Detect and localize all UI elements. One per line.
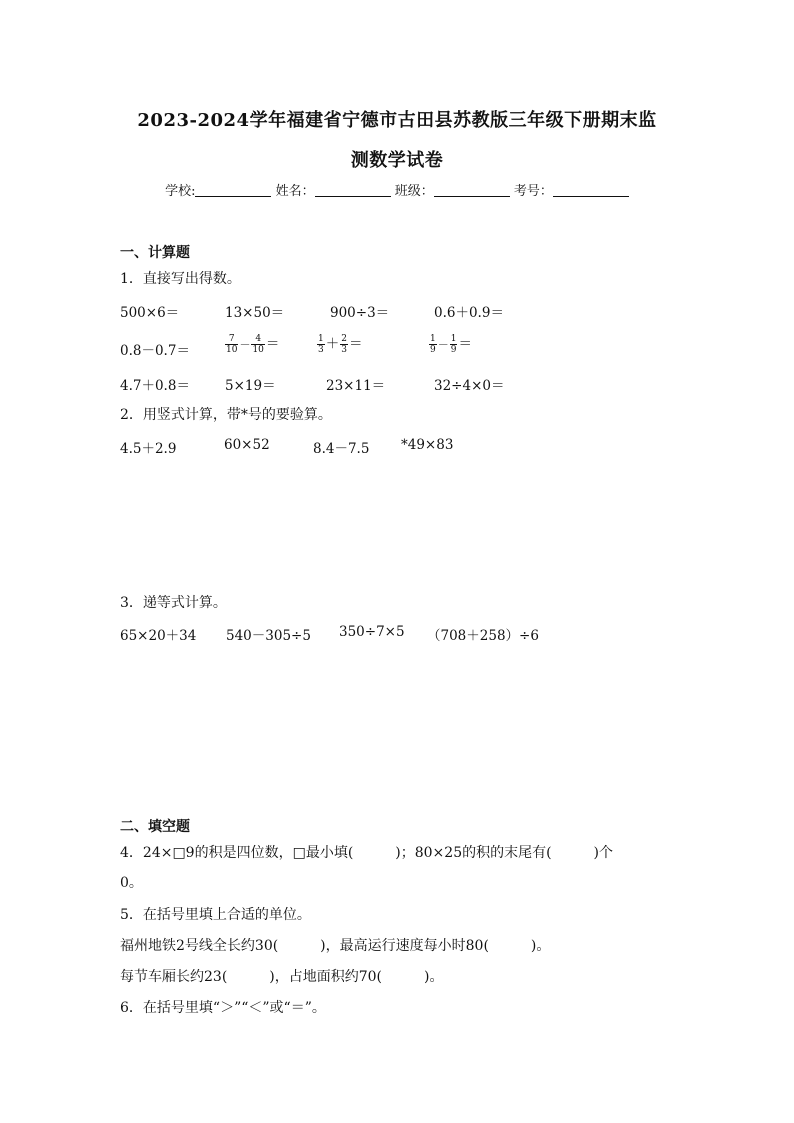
- problem: 23×11＝: [326, 378, 386, 394]
- problem: 65×20＋34: [120, 628, 197, 644]
- class-label: 班级：: [394, 184, 434, 199]
- problem: 13×50＝: [225, 305, 285, 321]
- problem: 32÷4×0＝: [434, 378, 505, 394]
- problem: 900÷3＝: [330, 305, 390, 321]
- problem: *49×83: [401, 437, 454, 453]
- fraction: $\frac{4}{10}$: [252, 334, 264, 355]
- fraction: $\frac{1}{9}$: [430, 334, 436, 355]
- name-field[interactable]: [315, 182, 391, 197]
- problem: （708＋258）÷6: [427, 628, 539, 644]
- fraction: $\frac{1}{9}$: [450, 334, 457, 355]
- fraction: $\frac{2}{3}$: [341, 334, 347, 355]
- question-4-text-continued: 0。: [120, 875, 143, 891]
- problem: 0.8－0.7＝: [120, 343, 190, 359]
- problem: 4.7＋0.8＝: [120, 378, 190, 394]
- problem: 4.5＋2.9: [120, 441, 177, 457]
- fraction: $\frac{7}{10}$: [226, 334, 238, 355]
- fraction: $\frac{1}{3}$: [318, 334, 324, 355]
- problem: 8.4－7.5: [313, 441, 370, 457]
- number-field[interactable]: [553, 182, 629, 197]
- question-5-line-1: 福州地铁2号线全长约30( )，最高运行速度每小时80( )。: [120, 938, 551, 954]
- fraction-problem: $\frac{1}{3}$ ＋ $\frac{2}{3}$ ＝: [318, 334, 363, 355]
- question-2-label: 2．用竖式计算，带*号的要验算。: [120, 407, 332, 423]
- name-label: 姓名：: [275, 184, 315, 199]
- section-heading-calculation: 一、计算题: [120, 245, 190, 261]
- page-title-continued: 测数学试卷: [350, 150, 444, 171]
- section-heading-fill-in: 二、填空题: [120, 819, 190, 835]
- question-5-label: 5．在括号里填上合适的单位。: [120, 907, 311, 923]
- school-label: 学校:: [165, 184, 196, 199]
- problem: 0.6＋0.9＝: [434, 305, 504, 321]
- fraction-problem: $\frac{1}{9}$ － $\frac{1}{9}$ ＝: [430, 334, 472, 355]
- question-6-label: 6．在括号里填“＞”“＜”或“＝”。: [120, 1000, 326, 1016]
- page-title: 2023-2024学年福建省宁德市古田县苏教版三年级下册期末监: [137, 110, 657, 131]
- problem: 540－305÷5: [226, 628, 311, 644]
- problem: 5×19＝: [225, 378, 276, 394]
- question-3-label: 3．递等式计算。: [120, 595, 227, 611]
- question-4-text: 4．24×□9的积是四位数，□最小填( )；80×25的积的末尾有( )个: [120, 845, 614, 861]
- question-5-line-2: 每节车厢长约23( )，占地面积约70( )。: [120, 969, 444, 985]
- fraction-problem: $\frac{7}{10}$ － $\frac{4}{10}$ ＝: [226, 334, 280, 355]
- problem: 60×52: [224, 437, 270, 453]
- student-info-line: [0, 180, 794, 199]
- problem: 350÷7×5: [339, 624, 405, 640]
- problem: 500×6＝: [120, 305, 180, 321]
- school-field[interactable]: [195, 182, 271, 197]
- question-1-label: 1．直接写出得数。: [120, 271, 241, 287]
- number-label: 考号：: [513, 184, 553, 199]
- class-field[interactable]: [434, 182, 510, 197]
